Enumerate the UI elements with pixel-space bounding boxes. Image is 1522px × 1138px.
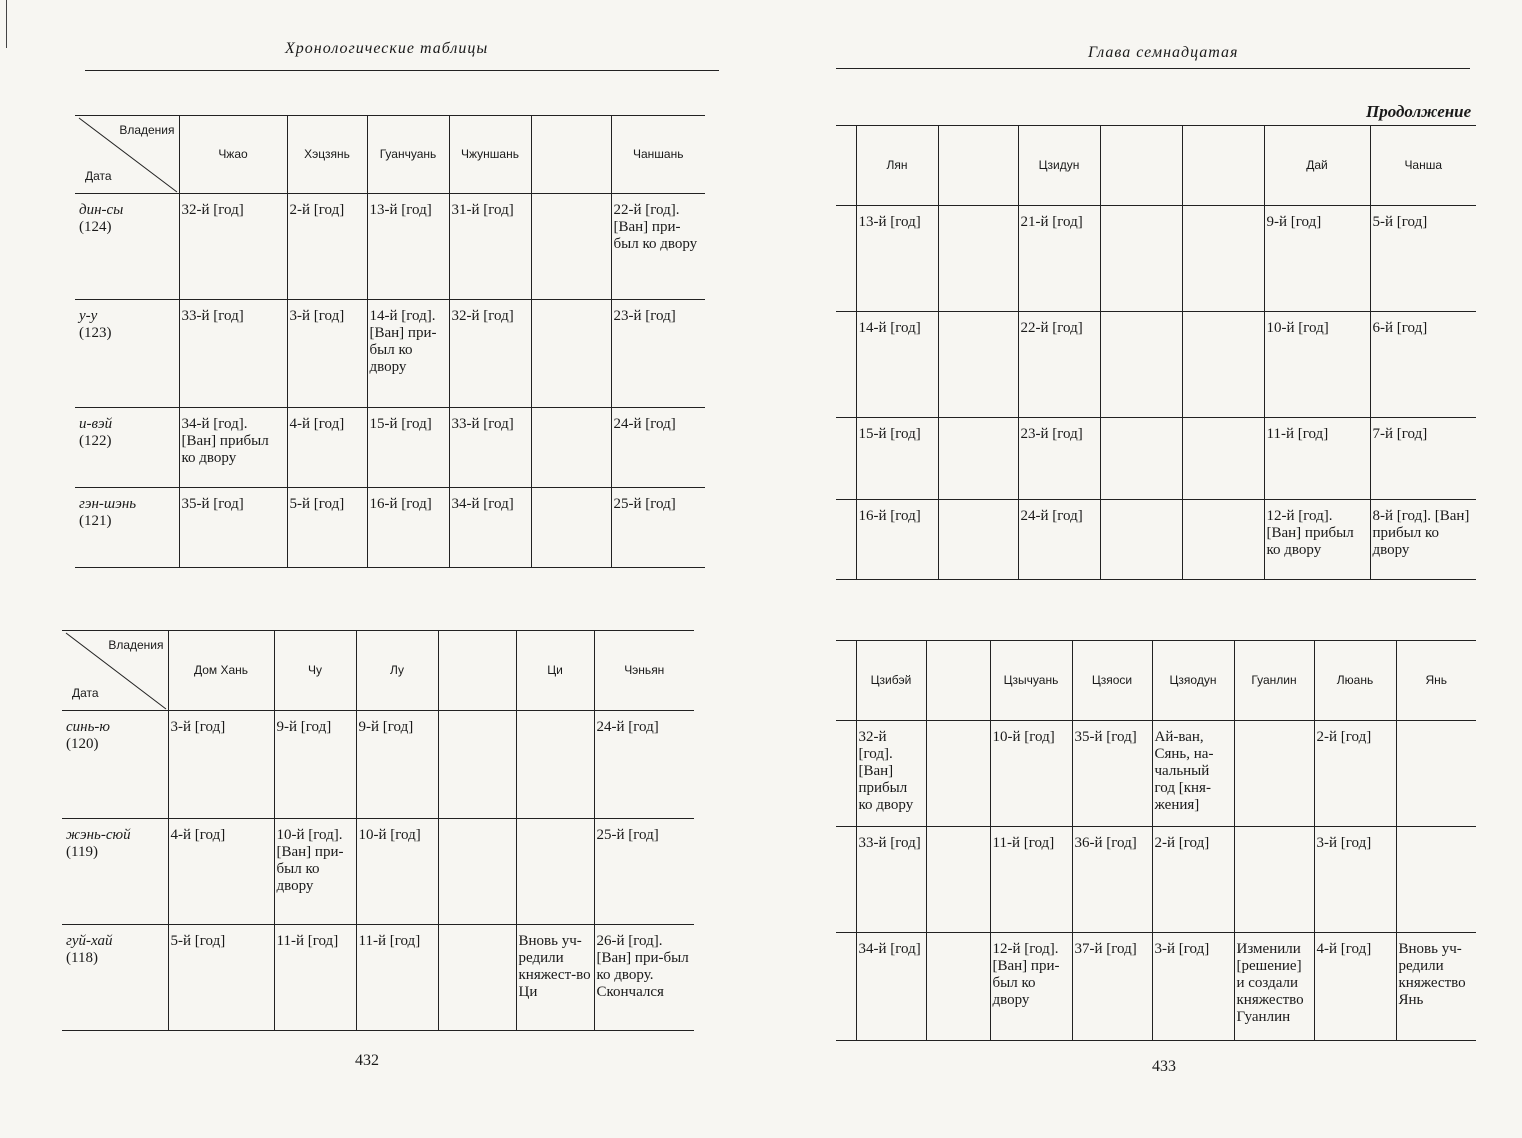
running-head-right: Глава семнадцатая [1088,44,1239,61]
table-cell: 5-й [год] [168,925,274,1031]
col-header: Гуанлин [1234,641,1314,721]
table-cell: 11-й [год] [990,827,1072,933]
corner-header [75,116,179,194]
table-cell: 32-й [год]. [Ван] прибыл ко двору [856,721,926,827]
table-row [62,819,694,925]
col-header: Чаншань [611,116,705,194]
spacer-cell [1182,500,1264,580]
table-cell [926,933,990,1041]
cyclical-date: синь-ю [66,719,110,735]
table-cell [938,418,1018,500]
left-table-1 [75,115,705,568]
year-bc: (124) [79,219,112,235]
cyclical-date: у-у [79,308,98,324]
table-row [836,721,1476,827]
left-table-2 [62,630,694,1031]
table-row [75,194,705,300]
table-cell: 13-й [год] [367,194,449,300]
table-cell [1100,418,1182,500]
col-header [438,631,516,711]
date-cell [75,488,179,568]
year-bc: (122) [79,433,112,449]
col-header [938,126,1018,206]
table-cell: 4-й [год] [287,408,367,488]
col-header [531,116,611,194]
table-header-row [836,641,1476,721]
col-header: Янь [1396,641,1476,721]
table-cell [1100,500,1182,580]
table-header-row [75,116,705,194]
table-row [836,827,1476,933]
table-cell: 7-й [год] [1370,418,1476,500]
page-number-right: 433 [1152,1058,1176,1075]
spacer-cell [836,827,856,933]
table-row [836,933,1476,1041]
table-row [836,500,1476,580]
table-header-row [62,631,694,711]
col-header: Чу [274,631,356,711]
header-rule-right [836,68,1470,69]
table-cell: 31-й [год] [449,194,531,300]
table-row [836,312,1476,418]
table-cell: 4-й [год] [1314,933,1396,1041]
cyclical-date: жэнь-сюй [66,827,131,843]
cyclical-date: гуй-хай [66,933,113,949]
table-cell [438,819,516,925]
table-cell: 34-й [год]. [Ван] прибыл ко двору [179,408,287,488]
col-header: Цзидун [1018,126,1100,206]
table-cell: Вновь уч-редили княжество Янь [1396,933,1476,1041]
col-header: Люань [1314,641,1396,721]
spacer-cell [836,206,856,312]
table-cell [438,925,516,1031]
year-bc: (123) [79,325,112,341]
spacer-cell [836,721,856,827]
col-header: Чанша [1370,126,1476,206]
table-cell: 24-й [год] [611,408,705,488]
table-cell [1234,827,1314,933]
col-header: Цзычуань [990,641,1072,721]
table-cell: 5-й [год] [287,488,367,568]
right-table-2 [836,640,1476,1041]
table-cell: 3-й [год] [168,711,274,819]
cyclical-date: и-вэй [79,416,113,432]
table-cell: 14-й [год]. [Ван] при-был ко двору [367,300,449,408]
right-table-1 [836,125,1476,580]
table-cell: 33-й [год] [179,300,287,408]
corner-label-date: Дата [85,169,112,183]
table-cell: 24-й [год] [594,711,694,819]
corner-header [62,631,168,711]
table-cell [531,194,611,300]
corner-label-holdings: Владения [108,638,164,652]
table-cell [531,300,611,408]
continuation-label: Продолжение [1366,102,1472,121]
table-cell: 16-й [год] [856,500,938,580]
col-header: Лян [856,126,938,206]
cyclical-date: гэн-шэнь [79,496,137,512]
table-cell [516,711,594,819]
corner-label-date: Дата [72,686,99,700]
table-cell: 37-й [год] [1072,933,1152,1041]
table-cell [1234,721,1314,827]
spacer-header [836,126,856,206]
table-cell: 35-й [год] [179,488,287,568]
col-header: Дай [1264,126,1370,206]
year-bc: (118) [66,950,98,966]
table-cell [938,312,1018,418]
table-cell: 33-й [год] [856,827,926,933]
table-cell: 12-й [год]. [Ван] прибыл ко двору [1264,500,1370,580]
table-cell: 32-й [год] [179,194,287,300]
table-cell: 22-й [год]. [Ван] при-был ко двору [611,194,705,300]
table-cell: 3-й [год] [1314,827,1396,933]
spacer-header [1182,126,1264,206]
col-header: Цзибэй [856,641,926,721]
col-header [926,641,990,721]
table-row [75,488,705,568]
table-cell: 15-й [год] [367,408,449,488]
col-header: Чжуншань [449,116,531,194]
col-header: Лу [356,631,438,711]
table-cell: 10-й [год] [990,721,1072,827]
year-bc: (119) [66,844,98,860]
col-header: Цзяоси [1072,641,1152,721]
running-head-left: Хронологические таблицы [285,40,489,57]
spacer-cell [836,500,856,580]
table-cell: 22-й [год] [1018,312,1100,418]
spacer-cell [1182,312,1264,418]
table-cell: 16-й [год] [367,488,449,568]
date-cell [62,925,168,1031]
spacer-cell [836,418,856,500]
col-header: Хэцзянь [287,116,367,194]
table-cell: 25-й [год] [611,488,705,568]
table-cell: Изменили [решение] и создали княжество Гуанлин [1234,933,1314,1041]
date-cell [75,194,179,300]
spacer-header [836,641,856,721]
year-bc: (121) [79,513,112,529]
col-header: Ци [516,631,594,711]
table-cell: 8-й [год]. [Ван] прибыл ко двору [1370,500,1476,580]
table-cell [531,488,611,568]
table-cell: 21-й [год] [1018,206,1100,312]
table-cell: 4-й [год] [168,819,274,925]
table-cell [1396,827,1476,933]
table-cell: 2-й [год] [287,194,367,300]
table-row [75,300,705,408]
table-cell [1100,312,1182,418]
col-header [1100,126,1182,206]
table-cell [938,500,1018,580]
spacer-cell [1182,206,1264,312]
table-row [836,206,1476,312]
table-row [75,408,705,488]
table-cell: 34-й [год] [856,933,926,1041]
col-header: Гуанчуань [367,116,449,194]
table-cell [938,206,1018,312]
table-cell: 32-й [год] [449,300,531,408]
table-cell: 11-й [год] [274,925,356,1031]
table-cell: 26-й [год]. [Ван] при-был ко двору. Скончался [594,925,694,1031]
table-cell: 13-й [год] [856,206,938,312]
table-cell [1396,721,1476,827]
col-header: Цзяодун [1152,641,1234,721]
right-page [790,0,1522,1138]
table-cell: 11-й [год] [1264,418,1370,500]
table-cell: 23-й [год] [1018,418,1100,500]
table-cell: 25-й [год] [594,819,694,925]
table-cell: 10-й [год]. [Ван] при-был ко двору [274,819,356,925]
gutter-line [6,0,7,48]
table-cell: 24-й [год] [1018,500,1100,580]
table-cell: 9-й [год] [1264,206,1370,312]
table-cell: 23-й [год] [611,300,705,408]
table-cell [1100,206,1182,312]
table-row [836,418,1476,500]
table-cell: 34-й [год] [449,488,531,568]
table-header-row [836,126,1476,206]
table-cell [438,711,516,819]
col-header: Чэньян [594,631,694,711]
table-cell: 5-й [год] [1370,206,1476,312]
table-cell [516,819,594,925]
table-cell: 12-й [год]. [Ван] при-был ко двору [990,933,1072,1041]
table-cell: 11-й [год] [356,925,438,1031]
table-cell [926,721,990,827]
table-cell [531,408,611,488]
table-cell [926,827,990,933]
table-row [62,925,694,1031]
col-header: Чжао [179,116,287,194]
table-cell: 14-й [год] [856,312,938,418]
table-cell: 15-й [год] [856,418,938,500]
header-rule-left [85,70,719,71]
table-row [62,711,694,819]
table-cell: 9-й [год] [274,711,356,819]
page-number-left: 432 [355,1052,379,1069]
spacer-cell [836,933,856,1041]
table-cell: 3-й [год] [287,300,367,408]
left-page [0,0,740,1138]
table-cell: Вновь уч-редили княжест-во Ци [516,925,594,1031]
col-header: Дом Хань [168,631,274,711]
table-cell: 33-й [год] [449,408,531,488]
year-bc: (120) [66,736,99,752]
date-cell [75,408,179,488]
table-cell: 9-й [год] [356,711,438,819]
table-cell: 6-й [год] [1370,312,1476,418]
corner-label-holdings: Владения [119,123,175,137]
table-cell: 10-й [год] [1264,312,1370,418]
date-cell [62,711,168,819]
table-cell: 35-й [год] [1072,721,1152,827]
spacer-cell [1182,418,1264,500]
table-cell: 36-й [год] [1072,827,1152,933]
table-cell: 10-й [год] [356,819,438,925]
spacer-cell [836,312,856,418]
table-cell: 3-й [год] [1152,933,1234,1041]
table-cell: 2-й [год] [1314,721,1396,827]
cyclical-date: дин-сы [79,202,124,218]
table-cell: 2-й [год] [1152,827,1234,933]
date-cell [62,819,168,925]
table-cell: Ай-ван, Сянь, на-чальный год [кня-жения] [1152,721,1234,827]
date-cell [75,300,179,408]
